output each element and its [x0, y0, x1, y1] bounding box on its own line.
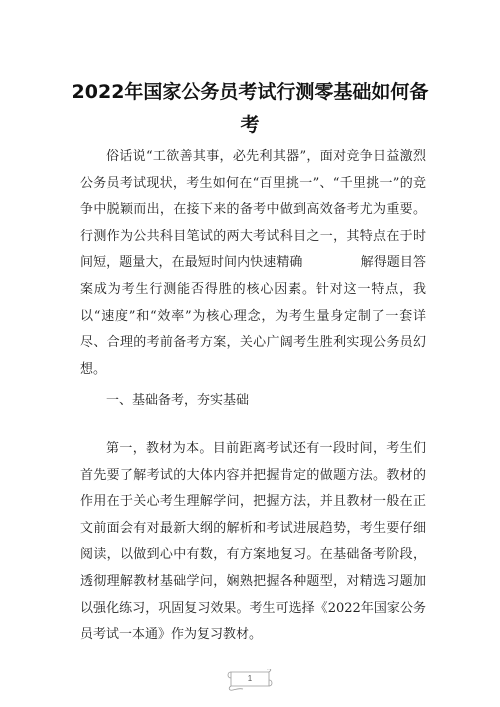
paragraph-textbook: 第一，教材为本。目前距离考试还有一段时间，考生们首先要了解考试的大体内容并把握肯定的做题方法。教材的作用在于关心考生理解学问，把握方法，并且教材一般在正文前面会有对最新大纲的解析和考试进展趋势，考生要仔细阅读，以做到心中有数，有方案地复习。在基础备考阶段，透彻理解教材基础学问，娴熟把握各种题型，对精选习题加以强化练习，巩固复习效果。考生可选择《2022年国家公务员考试一本通》作为复习教材。: [80, 441, 426, 643]
document-title: 2022年国家公务员考试行测零基础如何备考: [71, 81, 429, 136]
page-number: 1: [247, 674, 253, 683]
page-footer: [225, 669, 275, 693]
section-heading-1: 一、基础备考，夯实基础: [106, 393, 250, 408]
paragraph-intro-part-1: 俗话说“工欲善其事，必先利其器”，面对竞争日益激烈公务员考试现状，考生如何在“百里挑一”、“千里挑一”的竞争中脱颖而出，在接下来的备考中做到高效备考尤为重要。行测作为公共科目笔试的两大考试科目之一，其特点在于时间短，题量大，在最短时间内快速精确: [80, 149, 426, 271]
paragraph-intro: [80, 144, 426, 383]
paragraph-intro-part-2: 解得题目答案成为考生行测能否得胜的核心因素。针对这一特点，我以“速度”和“效率”为核心理念，为考生量身定制了一套详尽、合理的考前备考方案，关心广阔考生胜利实现公务员幻想。: [80, 255, 426, 377]
